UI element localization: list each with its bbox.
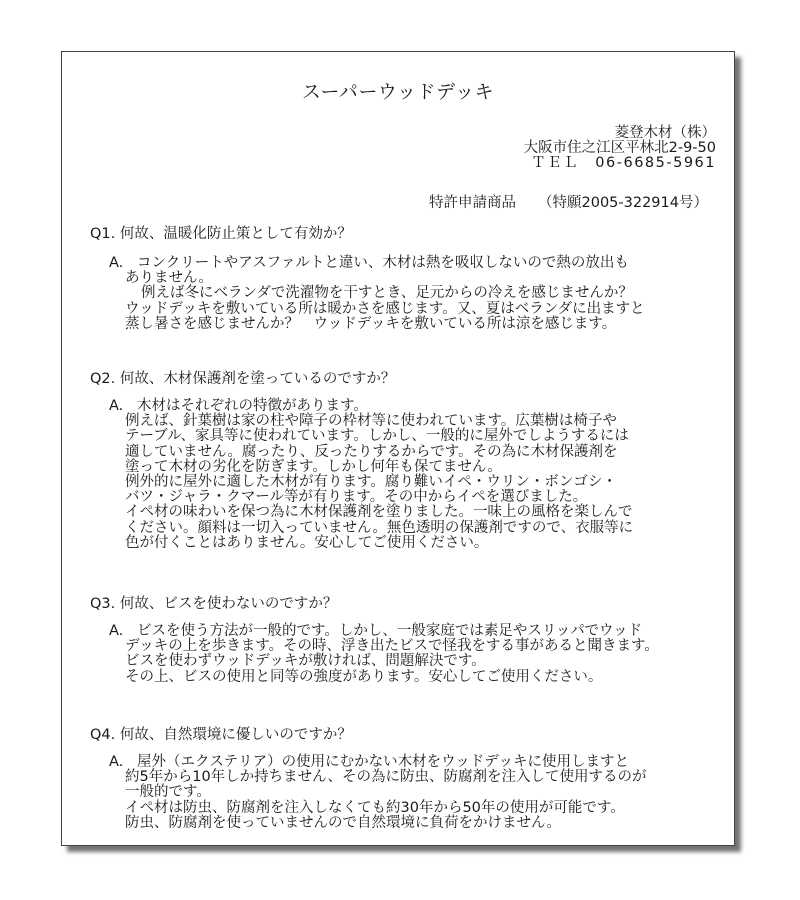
answer-line: 蒸し暑さを感じませんか？ ウッドデッキを敷いている所は涼を感じます。 [125,315,617,332]
answer-line: 色が付くことはありません。安心してご使用ください。 [125,534,489,551]
answer-line: ビスを使わずウッドデッキが敷ければ、問題解決です。 [125,653,486,670]
answer-2 [109,399,633,551]
answer-1 [109,256,645,332]
answer-line: イペ材は防虫、防腐剤を注入しなくても約30年から50年の使用が可能です。 [125,799,625,816]
document-title: スーパーウッドデッキ [301,81,495,103]
answer-line: バツ・ジャラ・クマール等が有ります。その中からイペを選びました。 [125,489,588,506]
answer-line: 塗って木材の劣化を防ぎます。しかし何年も保てません。 [125,458,502,475]
answer-line: A. ビスを使う方法が一般的です。しかし、一般家庭では素足やスリッパでウッド [109,623,643,639]
answer-3 [109,624,659,685]
answer-line: A. 屋外（エクステリア）の使用にむかない木材をウッドデッキに使用しますと [109,754,629,770]
question-2: Q2. 何故、木材保護剤を塗っているのですか？ [90,371,396,387]
answer-line: ください。顔料は一切入っていません。無色透明の保護剤ですので、衣服等に [125,519,634,536]
answer-line: A. コンクリートやアスファルトと違い、木材は熱を吸収しないので熱の放出も [109,255,629,271]
answer-line: 適していません。腐ったり、反ったりするからです。その為に木材保護剤を [125,443,618,460]
answer-lead: A. [109,398,124,414]
answer-lead: A. [109,255,124,271]
answer-line: 防虫、防腐剤を使っていませんので自然環境に負荷をかけません。 [125,814,561,831]
answer-lead: A. [109,754,124,770]
document-page [61,51,735,846]
answer-line: デッキの上を歩きます。その時、浮き出たビスで怪我をする事があると聞きます。 [125,638,659,655]
question-3: Q3. 何故、ビスを使わないのですか？ [90,596,338,612]
question-4: Q4. 何故、自然環境に優しいのですか？ [90,727,352,743]
patent-number: （特願2005-322914号） [538,195,708,211]
company-address: 大阪市住之江区平林北2-9-50 [523,140,716,156]
answer-line: テーブル、家具等に使われています。しかし、一般的に屋外でしようするには [125,428,629,445]
answer-line: 例えば冬にベランダで洗濯物を干すとき、足元からの冷えを感じませんか？ [141,285,633,302]
question-1: Q1. 何故、温暖化防止策として有効か？ [90,226,352,242]
answer-line: ウッドデッキを敷いている所は暖かさを感じます。又、夏はベランダに出ますと [125,300,645,317]
answer-line: A. 木材はそれぞれの特徴があります。 [109,398,368,414]
patent-label: 特許申請商品 [429,195,516,211]
answer-line: 例外的に屋外に適した木材が有ります。腐り難いイペ・ウリン・ボンゴシ・ [125,474,617,491]
patent-notice [429,191,708,212]
answer-4 [109,755,647,831]
answer-line: イペ材の味わいを保つ為に木材保護剤を塗りました。一味上の風格を楽しんで [125,504,633,521]
answer-line: 一般的です。 [125,784,211,801]
answer-line: 約5年から10年しか持ちません、その為に防虫、防腐剤を注入して使用するのが [125,769,647,786]
company-info [524,126,716,171]
answer-lead: A. [109,623,124,639]
company-tel: ＴＥＬ 06-6685-5961 [531,155,716,171]
company-name: 菱登木材（株） [614,125,716,141]
answer-line: その上、ビスの使用と同等の強度があります。安心してご使用ください。 [125,668,603,685]
answer-line: 例えば、針葉樹は家の柱や障子の枠材等に使われています。広葉樹は椅子や [125,413,617,430]
answer-line: ありません。 [125,270,213,287]
